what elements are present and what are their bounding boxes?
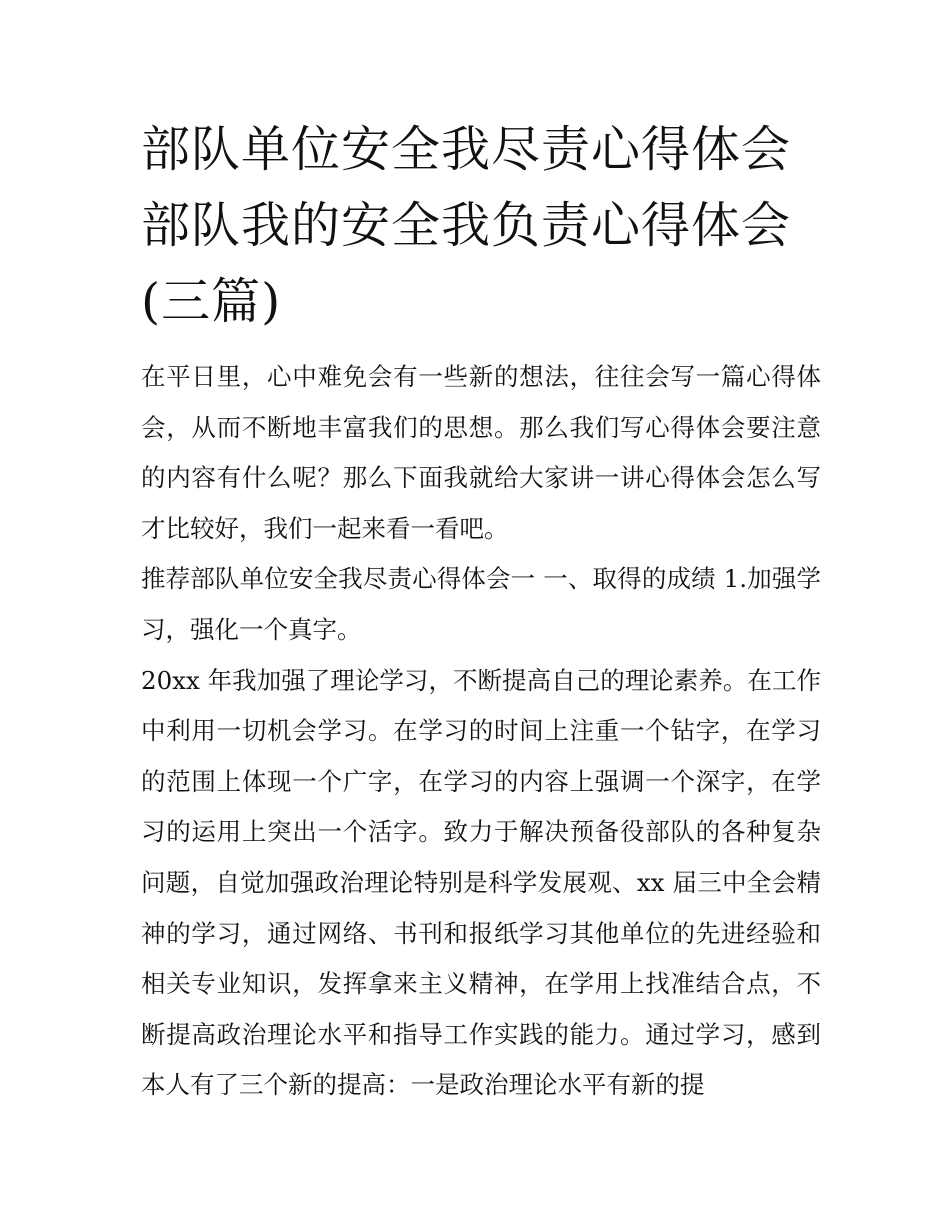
document-title [141, 112, 821, 340]
paragraph-section-heading: 推荐部队单位安全我尽责心得体会一 一、取得的成绩 1.加强学习，强化一个真字。 [141, 564, 821, 644]
title-line-1: 部队单位安全我尽责心得体会 [141, 121, 792, 178]
paragraph-intro: 在平日里，心中难免会有一些新的想法，往往会写一篇心得体会，从而不断地丰富我们的思想。那么我们写心得体会要注意的内容有什么呢？那么下面我就给大家讲一讲心得体会怎么写才比较好，我们一起来看一看吧。 [141, 362, 821, 543]
paragraph-study: 20xx 年我加强了理论学习，不断提高自己的理论素养。在工作中利用一切机会学习。在学习的时间上注重一个钻字，在学习的范围上体现一个广字，在学习的内容上强调一个深字，在学习的运用上突出一个活字。致力于解决预备役部队的各种复杂问题，自觉加强政治理论特别是科学发展观、xx 届三中全会精神的学习，通过网络、书刊和报纸学习其他单位的先进经验和相关专业知识，发挥拿来主义精神，在学用上找准结合点，不断提高政治理论水平和指导工作实践的能力。通过学习，感到本人有了三个新的提高：一是政治理论水平有新的提 [141, 665, 821, 1100]
title-line-3: (三篇) [141, 273, 282, 330]
document-body [141, 352, 821, 1111]
title-line-2: 部队我的安全我负责心得体会 [141, 197, 792, 254]
